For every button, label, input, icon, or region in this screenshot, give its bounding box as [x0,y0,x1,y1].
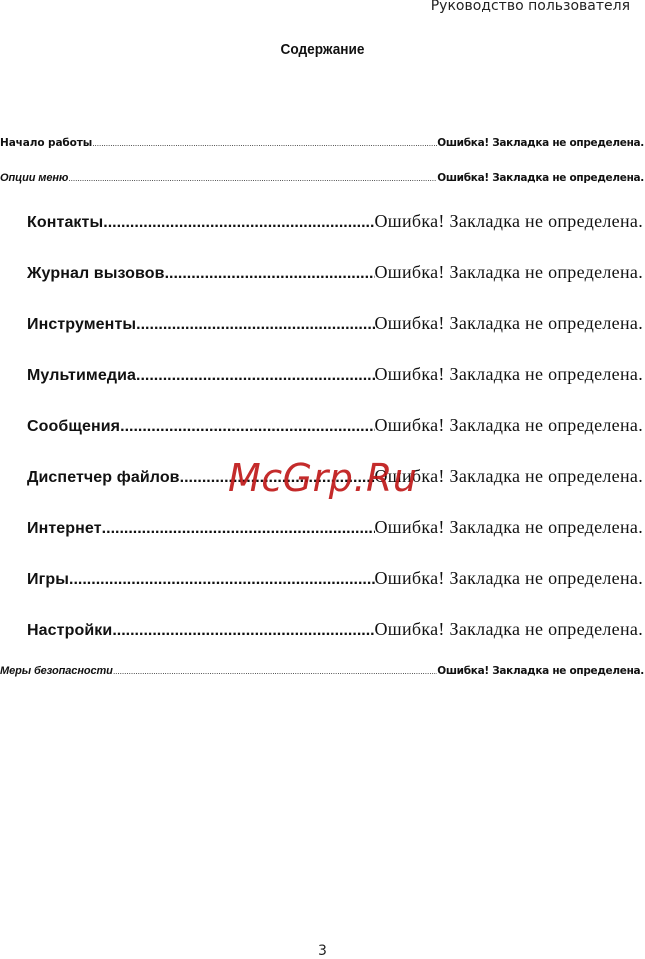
page-number: 3 [318,943,327,959]
toc-entry-settings[interactable] [27,619,643,643]
running-header: Руководство пользователя [430,0,630,14]
toc-entry-error: Ошибка! Закладка не определена. [374,517,643,537]
toc-leader-dots [113,667,437,676]
toc-entry-multimedia[interactable] [27,364,643,388]
toc-leader-dots [112,622,374,640]
toc-leader-dots [136,316,374,334]
toc-leader-dots [68,174,437,183]
toc-entry-label: Инструменты [27,316,137,333]
toc-entry-error: Ошибка! Закладка не определена. [374,262,643,282]
watermark-logo: McGrp.Ru [228,456,418,500]
toc-leader-dots [102,520,375,538]
toc-entry-error: Ошибка! Закладка не определена. [374,364,643,384]
toc-entry-tools[interactable] [27,313,643,337]
toc-entry-error: Ошибка! Закладка не определена. [374,415,643,435]
toc-leader-dots [180,469,375,487]
toc-entry-menu-options[interactable] [0,172,644,188]
toc-entry-label: Мультимедиа [27,367,137,384]
toc-entry-error: Ошибка! Закладка не определена. [437,665,644,677]
toc-entry-getting-started[interactable] [0,137,644,153]
toc-leader-dots [165,265,375,283]
toc-entry-error: Ошибка! Закладка не определена. [437,137,644,149]
toc-entry-label: Интернет [27,520,102,537]
toc-entry-label: Диспетчер файлов [27,469,180,486]
toc-entry-messages[interactable] [27,415,643,439]
toc-entry-internet[interactable] [27,517,643,541]
toc-leader-dots [92,139,437,148]
toc-leader-dots [69,571,374,589]
toc-entry-label: Настройки [27,622,113,639]
toc-entry-contacts[interactable] [27,211,643,235]
toc-entry-label: Меры безопасности [0,665,113,677]
page-title: Содержание [280,42,365,58]
toc-entry-label: Игры [27,571,70,588]
toc-entry-label: Сообщения [27,418,121,435]
toc-entry-error: Ошибка! Закладка не определена. [374,568,643,588]
toc-entry-label: Контакты [27,214,104,231]
toc-entry-error: Ошибка! Закладка не определена. [437,172,644,184]
toc-entry-label: Журнал вызовов [27,265,165,282]
toc-entry-error: Ошибка! Закладка не определена. [374,619,643,639]
toc-entry-label: Опции меню [0,172,69,184]
toc-entry-call-log[interactable] [27,262,643,286]
toc-leader-dots [103,214,374,232]
toc-entry-file-manager[interactable] [27,466,643,490]
toc-entry-error: Ошибка! Закладка не определена. [374,313,643,333]
toc-entry-error: Ошибка! Закладка не определена. [374,211,643,231]
toc-entry-games[interactable] [27,568,643,592]
toc-entry-label: Начало работы [0,137,93,149]
toc-entry-error: Ошибка! Закладка не определена. [374,466,643,486]
toc-leader-dots [120,418,374,436]
toc-entry-safety-measures[interactable] [0,665,644,681]
toc-leader-dots [136,367,374,385]
